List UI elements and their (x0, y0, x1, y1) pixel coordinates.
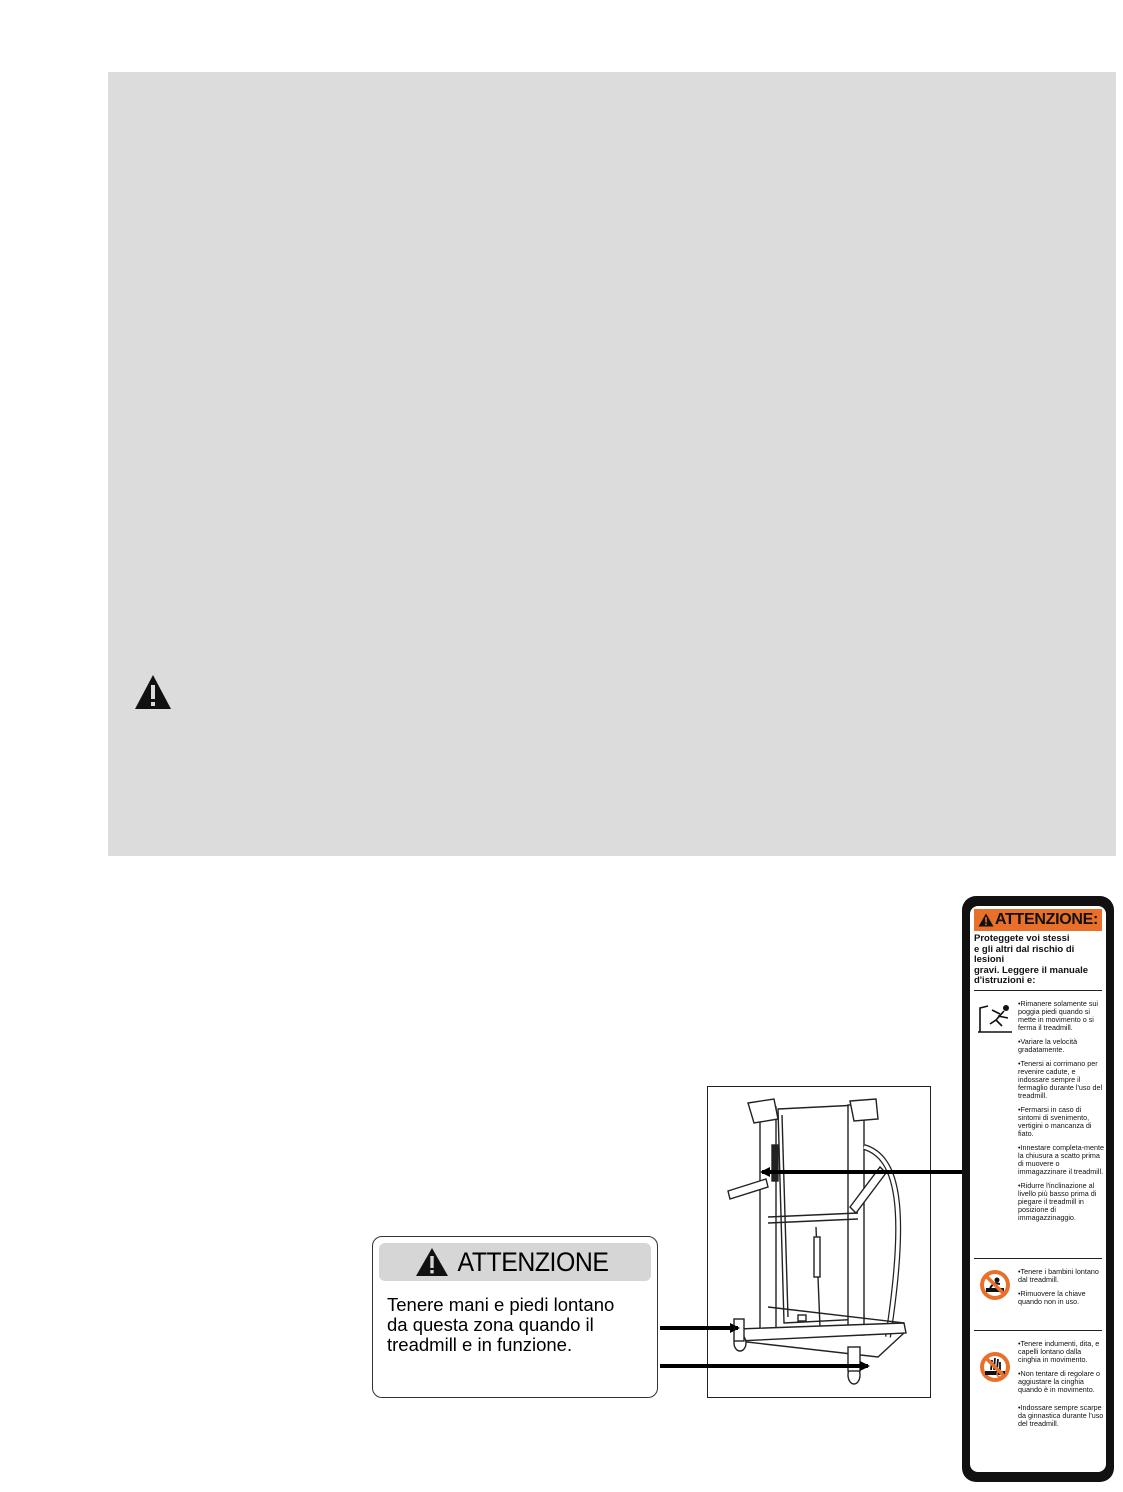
intro-line: Proteggete voi stessi (974, 933, 1070, 944)
warning-label-title-bar (379, 1243, 651, 1281)
warning-label-title: ATTENZIONE (457, 1246, 609, 1277)
warning-item: •Ridurre l'inclinazione al livello più basso prima di piegare il treadmill in posizione di immagazzinaggio. (1018, 1181, 1097, 1222)
warning-item: •Non tentare di regolare o aggiustare la cinghia quando è in movimento. (1018, 1369, 1101, 1394)
warning-label-side-title-bar (974, 909, 1102, 931)
warning-item: •Tenersi ai corrimano per revenire cadute, e indossare sempre il fermaglio durante l'uso del treadmill. (1018, 1059, 1103, 1100)
warning-label-side (962, 896, 1114, 1482)
warning-list-section-1 (1018, 1000, 1104, 1228)
treadmill-drawing-frame (707, 1086, 931, 1398)
warning-item: •Rimanere solamente sui poggia piedi quando si mette in movimento o si ferma il treadmill. (1018, 999, 1099, 1032)
divider (974, 1330, 1102, 1331)
grey-panel (108, 72, 1116, 856)
warning-item: •Rimuovere la chiave quando non in uso. (1018, 1289, 1086, 1306)
treadmill-illustration (708, 1087, 932, 1399)
warning-list-section-2 (1018, 1268, 1104, 1312)
warning-list-section-3 (1018, 1340, 1104, 1434)
warning-label-side-title: ATTENZIONE: (994, 911, 1099, 928)
falling-person-icon (976, 1002, 1014, 1036)
divider (974, 990, 1102, 991)
warning-item: •Tenere indumenti, dita, e capelli lontano dalla cinghia in movimento. (1018, 1339, 1100, 1364)
warning-label-side-inner (970, 906, 1106, 1472)
warning-item: •Tenere i bambini lontano dal treadmill. (1018, 1267, 1099, 1284)
warning-item: •Innestare completa-mente la chiusura a scatto prima di muovere o immagazzinare il treadmill. (1018, 1143, 1105, 1176)
no-children-icon (978, 1268, 1012, 1302)
intro-line: e gli altri dal rischio di lesioni (974, 943, 1075, 965)
warning-icon (134, 674, 172, 710)
warning-label-line: treadmill e in funzione. (387, 1334, 573, 1355)
warning-label-body (387, 1295, 653, 1355)
warning-item: •Variare la velocità gradatamente. (1018, 1037, 1078, 1054)
warning-icon (415, 1247, 449, 1277)
warning-icon (978, 913, 994, 927)
intro-line: gravi. Leggere il manuale (974, 964, 1089, 976)
warning-label-side-intro (974, 934, 1104, 987)
no-hands-belt-icon (978, 1350, 1012, 1384)
warning-label-line: da questa zona quando il (387, 1314, 594, 1335)
intro-line: d'istruzioni e: (974, 975, 1036, 986)
warning-item: •Indossare sempre scarpe da ginnastica durante l'uso del treadmill. (1018, 1403, 1104, 1428)
divider (974, 1258, 1102, 1259)
warning-label-line: Tenere mani e piedi lontano (387, 1294, 615, 1315)
warning-label-main (372, 1236, 658, 1398)
warning-item: •Fermarsi in caso di sintomi di svenimento, vertigini o mancanza di fiato. (1018, 1105, 1092, 1138)
